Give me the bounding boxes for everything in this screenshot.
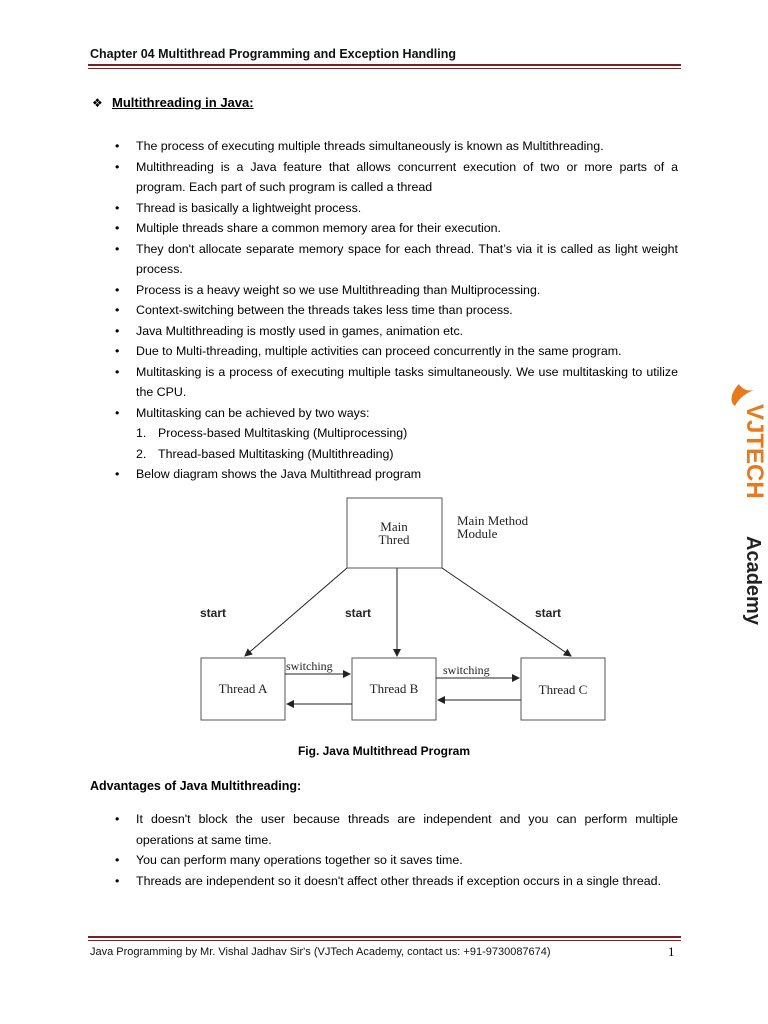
figure-caption: Fig. Java Multithread Program: [297, 744, 471, 758]
diamond-bullet-icon: ❖: [92, 96, 103, 110]
bullet-icon: •: [115, 853, 120, 867]
list-item: • Multitasking can be achieved by two ways: 1. Process-based Multitasking (Multiprocessing) 2. Thread-based Multitasking (Multithreading): [108, 403, 678, 465]
list-item: • Java Multithreading is mostly used in games, animation etc.: [108, 321, 678, 342]
footer-text: Java Programming by Mr. Vishal Jadhav Sir's (VJTech Academy, contact us: +91-9730087674): [90, 946, 551, 958]
list-item: • Due to Multi-threading, multiple activities can proceed concurrently in the same program.: [108, 341, 678, 362]
module-label-1: Main Method: [457, 513, 529, 528]
bullet-icon: •: [115, 303, 120, 317]
thread-c-label: Thread C: [538, 682, 588, 697]
page-number: 1: [668, 944, 675, 959]
section-title: ❖ Multithreading in Java:: [92, 95, 254, 110]
switching-label-2: switching: [443, 663, 490, 677]
multitasking-sublist: [136, 423, 678, 464]
bullet-icon: •: [115, 405, 120, 420]
sublist-item: 1. Process-based Multitasking (Multiprocessing): [136, 426, 408, 440]
vjtech-academy-logo: [725, 380, 768, 650]
start-arrow-a: [245, 568, 347, 656]
footer-rule-thin: [88, 940, 681, 941]
sublist-item: 2. Thread-based Multitasking (Multithreading): [136, 446, 394, 461]
bullet-icon: •: [115, 159, 120, 174]
start-label-mid: start: [345, 606, 372, 620]
logo-vjtech-text: VJTECH: [741, 404, 768, 499]
bullet-icon: •: [115, 323, 120, 338]
multithread-diagram: [165, 488, 685, 740]
bullet-icon: •: [115, 467, 120, 481]
list-item: • They don't allocate separate memory space for each thread. That’s via it is called as light weight process.: [108, 239, 678, 280]
footer-rule: [88, 936, 681, 938]
start-label-right: start: [535, 606, 562, 620]
thread-b-label: Thread B: [369, 681, 419, 696]
list-item: • The process of executing multiple threads simultaneously is known as Multithreading.: [108, 136, 678, 157]
list-item: • Process is a heavy weight so we use Multithreading than Multiprocessing.: [108, 280, 678, 301]
thread-a-label: Thread A: [218, 681, 268, 696]
header-rule: [88, 64, 681, 66]
bullet-icon: •: [115, 364, 120, 379]
list-item: • Below diagram shows the Java Multithread program: [108, 464, 678, 485]
advantages-title: Advantages of Java Multithreading:: [90, 779, 302, 793]
header-rule-thin: [88, 68, 681, 69]
bullet-icon: •: [115, 812, 120, 826]
bullet-icon: •: [115, 200, 120, 215]
bullet-icon: •: [115, 139, 120, 153]
advantages-bullet-list: [108, 809, 678, 891]
switching-label-1: switching: [286, 659, 333, 673]
logo-academy-text: Academy: [742, 536, 764, 625]
module-label-2: Module: [457, 526, 498, 541]
list-item: • Context-switching between the threads takes less time than process.: [108, 300, 678, 321]
list-item: • Multithreading is a Java feature that allows concurrent execution of two or more parts of a program. Each part of such program is called a thread: [108, 157, 678, 198]
logo-swoosh-icon: [732, 384, 755, 406]
list-item: • It doesn't block the user because threads are independent and you can perform multiple operations at same time.: [108, 809, 678, 850]
list-item: • Multiple threads share a common memory area for their execution.: [108, 218, 678, 239]
main-thread-label-1: Main: [380, 519, 408, 534]
multithreading-bullet-list: [108, 136, 678, 485]
list-item: • Threads are independent so it doesn't affect other threads if exception occurs in a single thread.: [108, 871, 678, 892]
start-label-left: start: [200, 606, 227, 620]
chapter-header: Chapter 04 Multithread Programming and Exception Handling: [90, 47, 457, 61]
main-thread-label-2: Thred: [378, 532, 410, 547]
bullet-icon: •: [115, 344, 120, 358]
bullet-icon: •: [115, 241, 120, 256]
bullet-icon: •: [115, 221, 120, 235]
list-item: • Multitasking is a process of executing multiple tasks simultaneously. We use multitasking to utilize the CPU.: [108, 362, 678, 403]
list-item: • You can perform many operations together so it saves time.: [108, 850, 678, 871]
bullet-icon: •: [115, 282, 120, 297]
bullet-icon: •: [115, 873, 120, 888]
list-item: • Thread is basically a lightweight process.: [108, 198, 678, 219]
